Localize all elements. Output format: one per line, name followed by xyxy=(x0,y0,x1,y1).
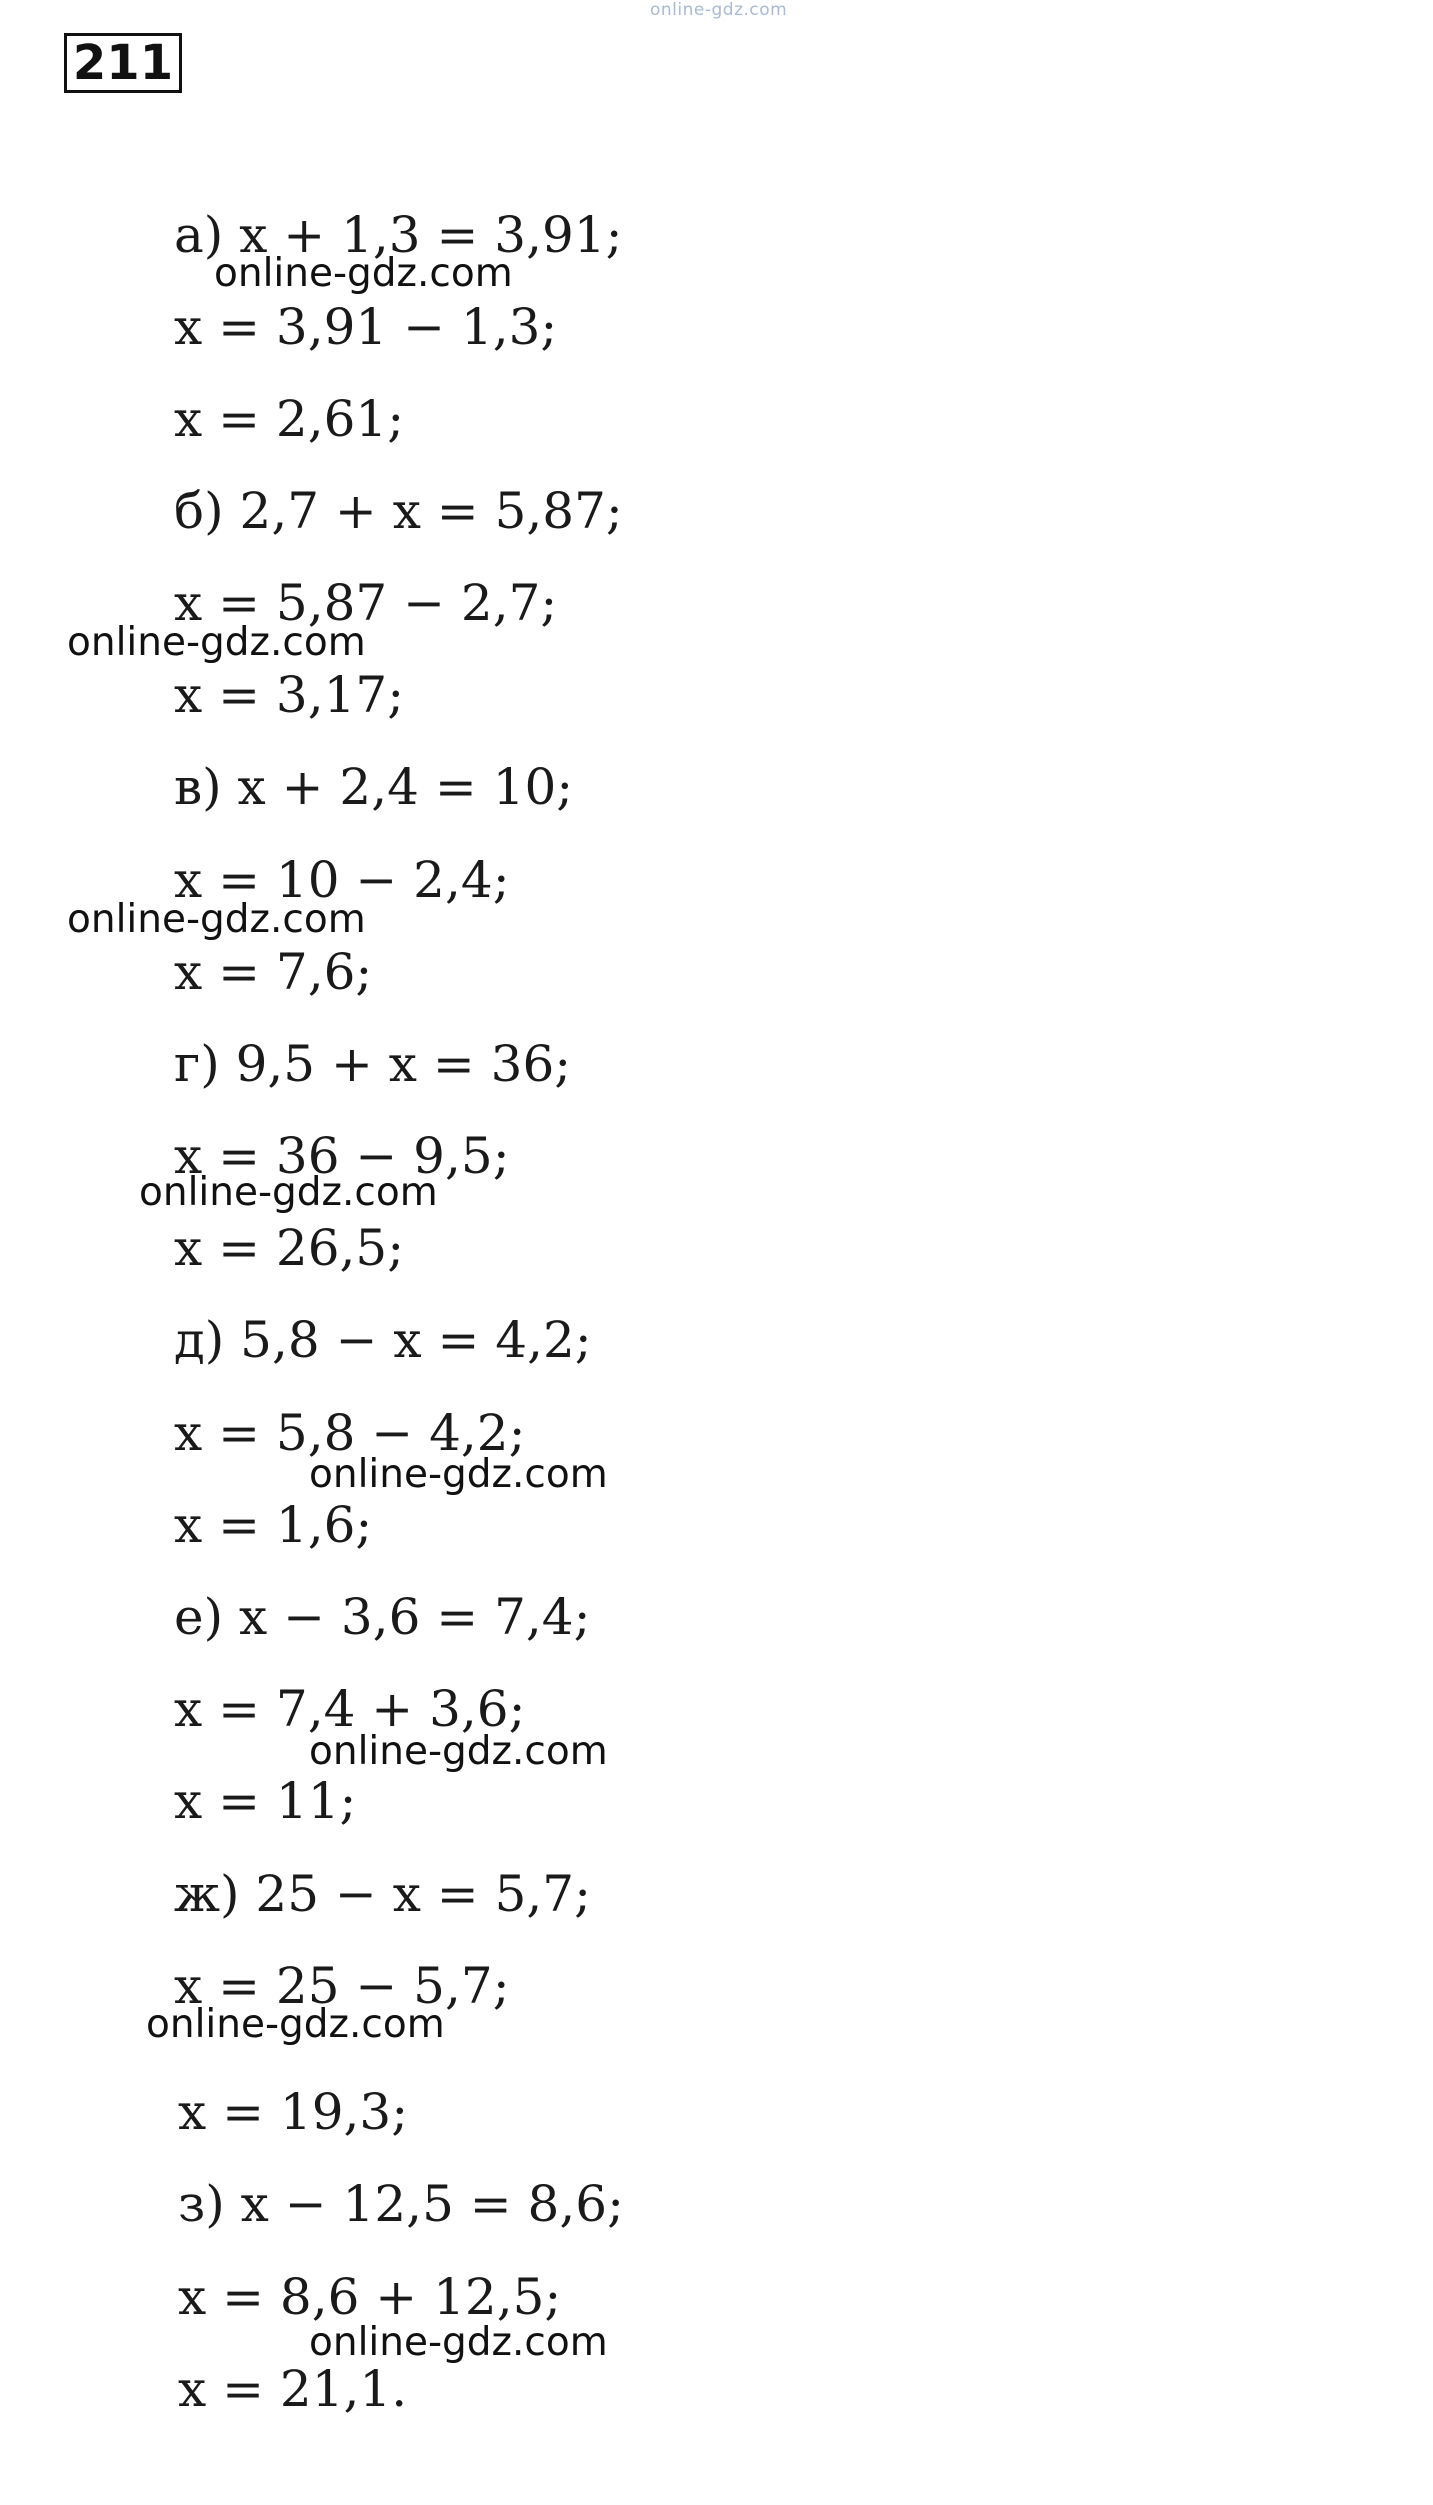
site-watermark-top: online-gdz.com xyxy=(650,0,788,20)
equation-line: x = 5,87 − 2,7; xyxy=(174,574,558,632)
equation-line: а) x + 1,3 = 3,91; xyxy=(174,206,623,264)
equation-line: x = 21,1. xyxy=(178,2360,408,2418)
equation-line: x = 8,6 + 12,5; xyxy=(178,2268,562,2326)
watermark-label: online-gdz.com xyxy=(309,2320,608,2365)
watermark-label: online-gdz.com xyxy=(67,620,366,665)
equation-line: е) x − 3,6 = 7,4; xyxy=(174,1588,591,1646)
equation-line: x = 3,91 − 1,3; xyxy=(174,298,558,356)
equation-line: x = 25 − 5,7; xyxy=(174,1957,510,2015)
equation-line: x = 26,5; xyxy=(174,1219,405,1277)
equation-line: x = 3,17; xyxy=(174,666,405,724)
equation-line: x = 2,61; xyxy=(174,390,405,448)
equation-line: г) 9,5 + x = 36; xyxy=(174,1035,572,1093)
equation-line: x = 5,8 − 4,2; xyxy=(174,1404,526,1462)
equation-line: x = 11; xyxy=(174,1772,357,1830)
equation-line: x = 7,4 + 3,6; xyxy=(174,1680,526,1738)
equation-line: x = 10 − 2,4; xyxy=(174,851,510,909)
watermark-label: online-gdz.com xyxy=(146,2002,445,2047)
watermark-label: online-gdz.com xyxy=(309,1729,608,1774)
equation-line: x = 7,6; xyxy=(174,943,373,1001)
watermark-label: online-gdz.com xyxy=(309,1452,608,1497)
equation-line: д) 5,8 − x = 4,2; xyxy=(174,1311,592,1369)
watermark-label: online-gdz.com xyxy=(214,251,513,296)
watermark-label: online-gdz.com xyxy=(139,1170,438,1215)
equation-line: x = 19,3; xyxy=(178,2083,409,2141)
equation-line: ж) 25 − x = 5,7; xyxy=(174,1865,591,1923)
equation-line: б) 2,7 + x = 5,87; xyxy=(174,482,623,540)
equation-line: з) x − 12,5 = 8,6; xyxy=(178,2175,624,2233)
equation-line: x = 1,6; xyxy=(174,1496,373,1554)
equation-line: в) x + 2,4 = 10; xyxy=(174,758,574,816)
watermark-label: online-gdz.com xyxy=(67,897,366,942)
problem-number-box: 211 xyxy=(64,33,182,93)
equation-line: x = 36 − 9,5; xyxy=(174,1127,510,1185)
